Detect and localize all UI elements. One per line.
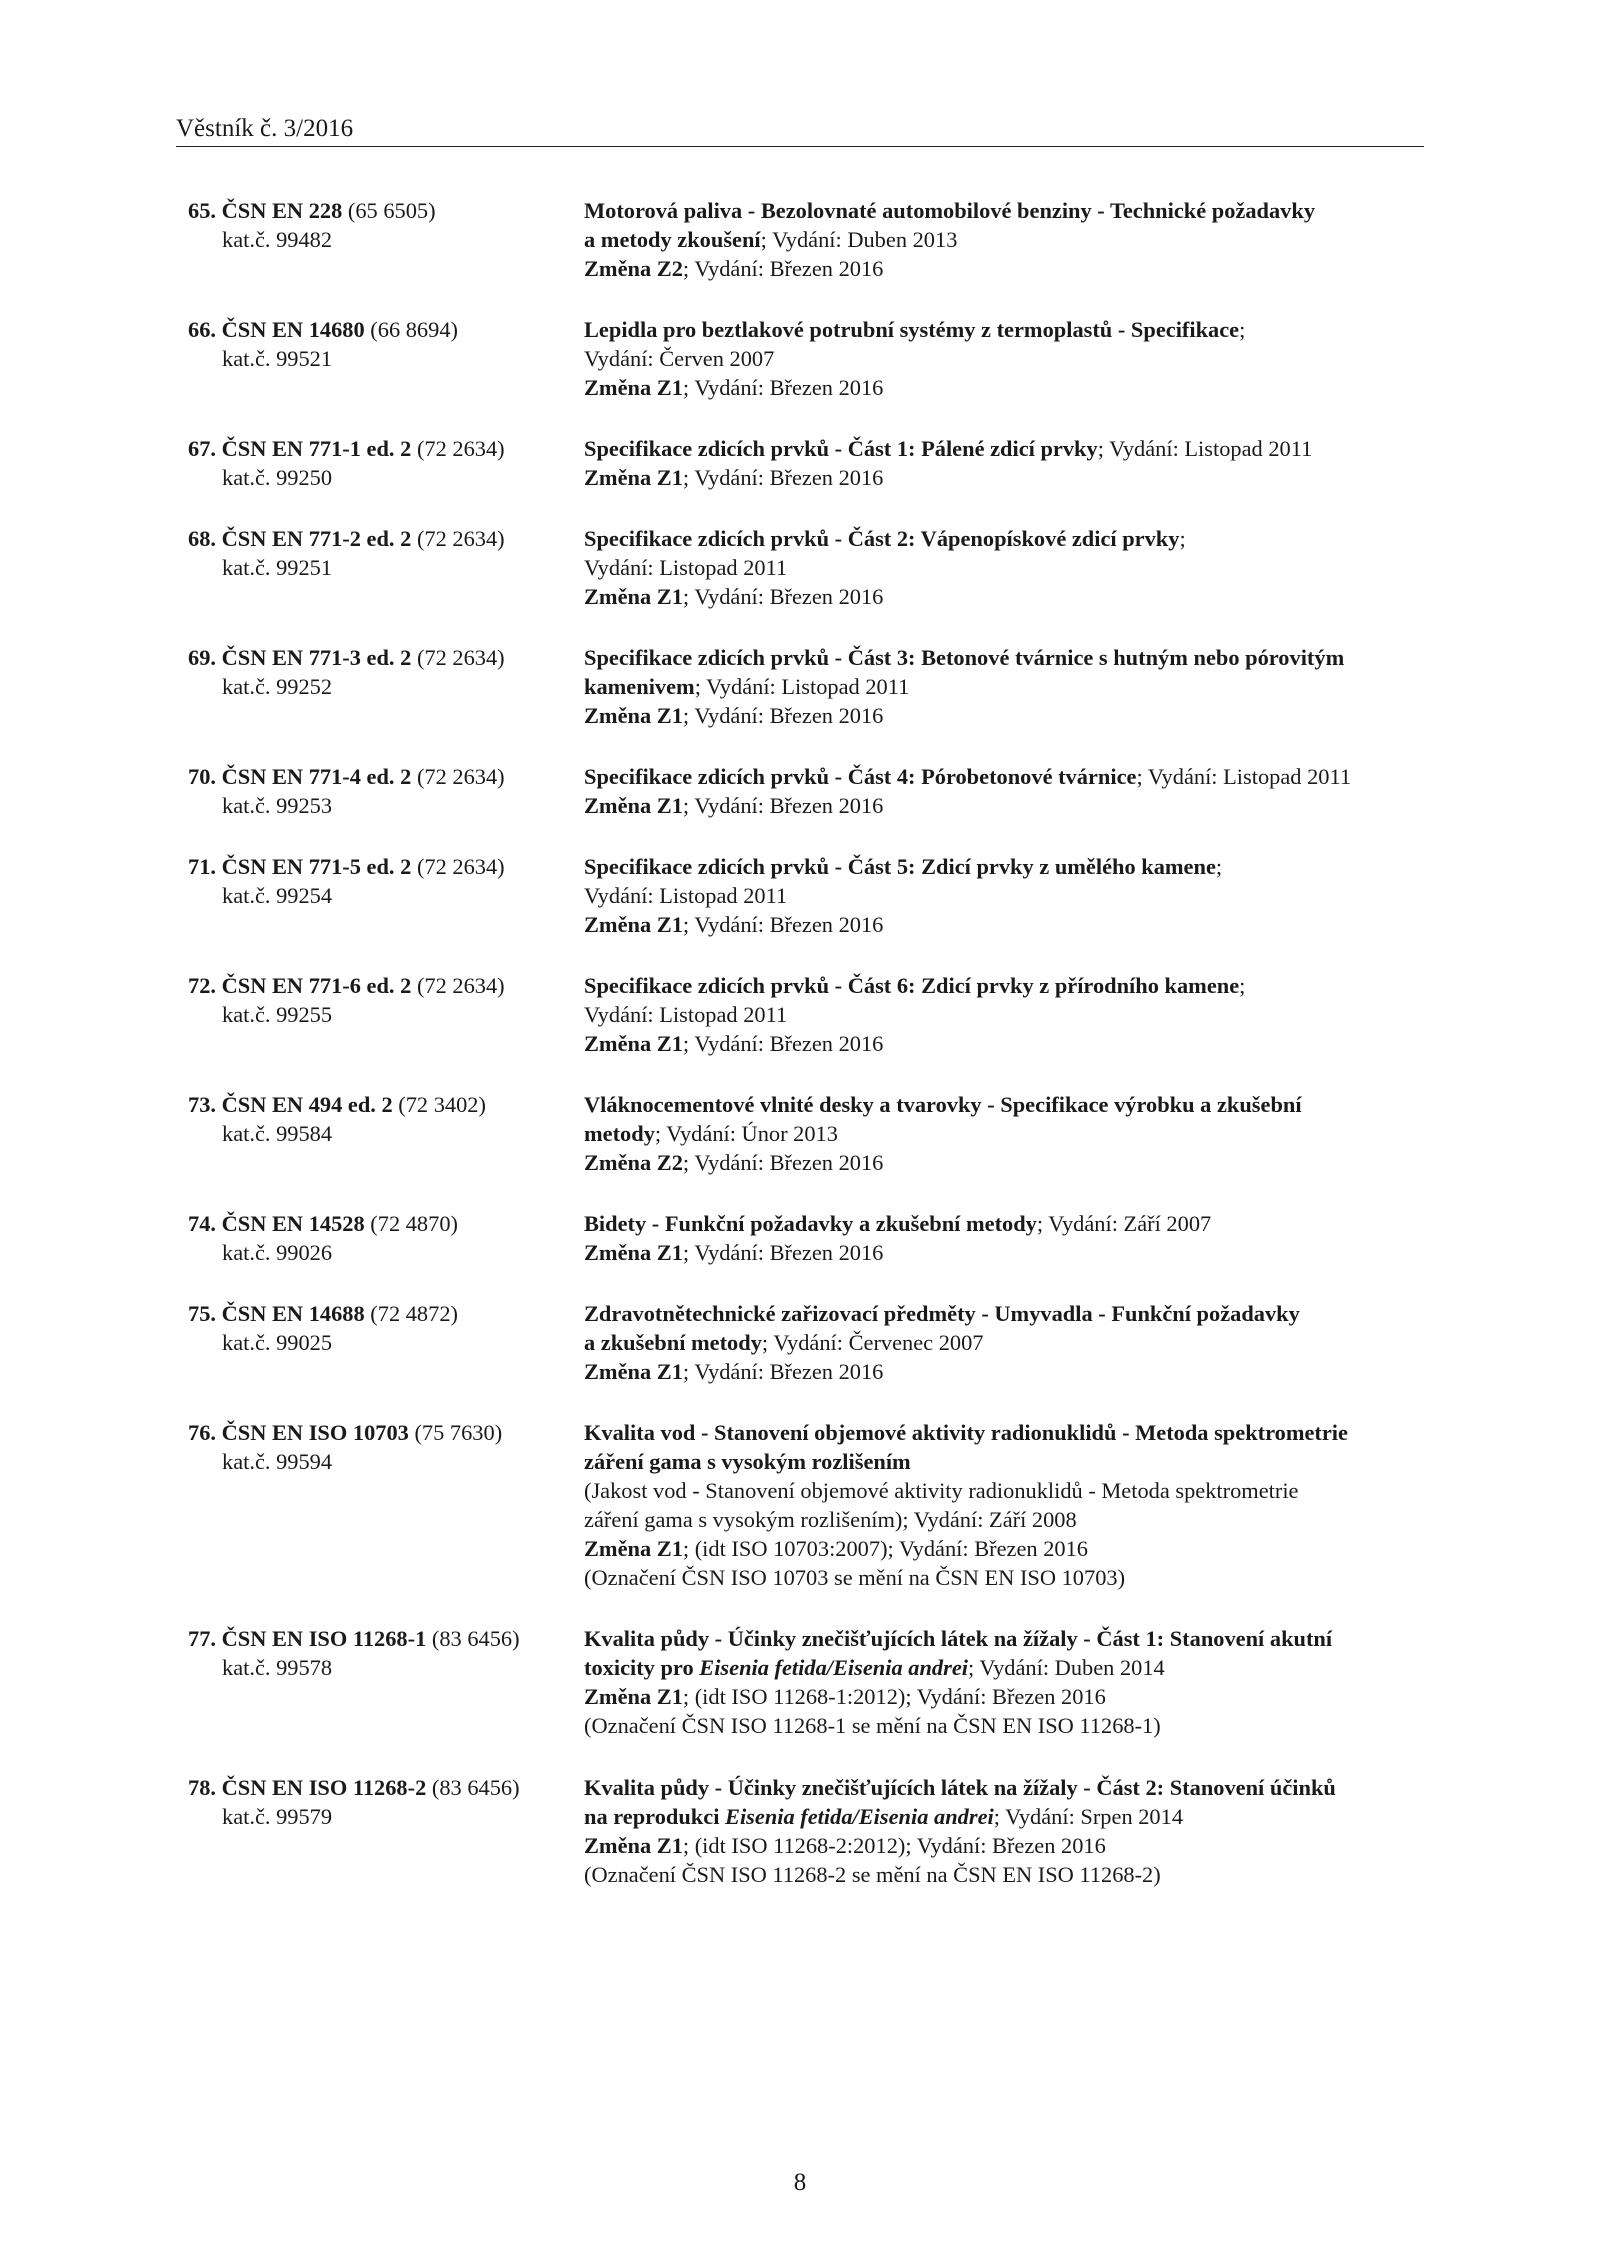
description-segment: Změna Z1 xyxy=(584,465,683,490)
standard-code: ČSN EN 14688 xyxy=(221,1301,365,1326)
description-line xyxy=(584,1802,1428,1831)
description-line xyxy=(584,1447,1428,1476)
publication-title: Věstník č. 3/2016 xyxy=(176,115,354,142)
description-segment: Specifikace zdicích prvků - Část 6: Zdicí prvky z přírodního kamene xyxy=(584,973,1240,998)
description-line xyxy=(584,1328,1428,1357)
description-segment: Lepidla pro beztlakové potrubní systémy z termoplastů - Specifikace xyxy=(584,317,1240,342)
description-segment: ; (idt ISO 11268-1:2012); Vydání: Březen 2016 xyxy=(682,1684,1106,1709)
standard-description xyxy=(584,762,1428,820)
standard-entry xyxy=(188,1624,1428,1740)
description-segment: Kvalita půdy - Účinky znečišťujících látek na žížaly - Část 1: Stanovení akutní xyxy=(584,1626,1333,1651)
entry-number: 77. xyxy=(188,1626,216,1651)
description-segment: ; Vydání: Listopad 2011 xyxy=(694,674,910,699)
standard-description xyxy=(584,971,1428,1058)
description-line xyxy=(584,1000,1428,1029)
description-segment: ; xyxy=(1215,854,1223,879)
description-segment: Motorová paliva - Bezolovnaté automobilové benziny - Technické požadavky xyxy=(584,198,1316,223)
catalog-number: kat.č. 99594 xyxy=(222,1449,333,1474)
standard-description xyxy=(584,1418,1428,1592)
catalog-number: kat.č. 99025 xyxy=(222,1330,333,1355)
description-line xyxy=(584,971,1428,1000)
standard-description xyxy=(584,852,1428,939)
standard-identifier xyxy=(188,762,578,820)
description-segment: ; xyxy=(1179,526,1186,551)
classification-number: (66 8694) xyxy=(370,317,458,342)
standard-entry xyxy=(188,315,1428,402)
standard-code-line xyxy=(188,1773,578,1802)
standard-code-line xyxy=(188,1624,578,1653)
standard-identifier xyxy=(188,196,578,254)
description-line xyxy=(584,1563,1428,1592)
classification-number: (83 6456) xyxy=(431,1626,520,1651)
entry-number: 65. xyxy=(188,198,216,223)
description-segment: Změna Z1 xyxy=(584,1684,683,1709)
standard-code: ČSN EN 771-6 ed. 2 xyxy=(221,973,412,998)
description-line xyxy=(584,582,1428,611)
standard-identifier xyxy=(188,1209,578,1267)
catalog-number: kat.č. 99253 xyxy=(222,793,333,818)
description-line xyxy=(584,1119,1428,1148)
catalog-number: kat.č. 99251 xyxy=(222,555,333,580)
description-segment: Změna Z1 xyxy=(584,793,683,818)
catalog-number: kat.č. 99578 xyxy=(222,1655,333,1680)
catalog-number: kat.č. 99521 xyxy=(222,346,333,371)
description-segment: Specifikace zdicích prvků - Část 5: Zdicí prvky z umělého kamene xyxy=(584,854,1216,879)
entry-number: 72. xyxy=(188,973,216,998)
description-segment: ; xyxy=(1239,317,1246,342)
description-line xyxy=(584,553,1428,582)
classification-number: (65 6505) xyxy=(347,198,436,223)
classification-number: (72 2634) xyxy=(416,973,505,998)
standard-entry xyxy=(188,1090,1428,1177)
standard-entry xyxy=(188,1418,1428,1592)
description-segment: ; Vydání: Březen 2016 xyxy=(682,256,884,281)
classification-number: (72 3402) xyxy=(398,1092,486,1117)
description-segment: (Označení ČSN ISO 10703 se mění na ČSN EN ISO 10703) xyxy=(584,1565,1126,1590)
description-line xyxy=(584,1682,1428,1711)
description-segment: ; Vydání: Březen 2016 xyxy=(682,1240,884,1265)
description-segment: ; Vydání: Březen 2016 xyxy=(682,375,884,400)
page-header xyxy=(176,114,1424,147)
catalog-number: kat.č. 99254 xyxy=(222,883,333,908)
description-segment: Změna Z2 xyxy=(584,256,683,281)
catalog-number: kat.č. 99255 xyxy=(222,1002,333,1027)
classification-number: (72 2634) xyxy=(416,526,505,551)
description-segment: ; Vydání: Duben 2013 xyxy=(760,227,958,252)
description-line xyxy=(584,1624,1428,1653)
description-line xyxy=(584,1090,1428,1119)
classification-number: (75 7630) xyxy=(414,1420,503,1445)
standard-identifier xyxy=(188,1624,578,1682)
entry-number: 71. xyxy=(188,854,216,879)
description-segment: Změna Z1 xyxy=(584,1536,683,1561)
standard-code-line xyxy=(188,1209,578,1238)
description-line xyxy=(584,881,1428,910)
description-segment: ; Vydání: Srpen 2014 xyxy=(993,1804,1184,1829)
description-segment: Specifikace zdicích prvků - Část 1: Pálené zdicí prvky xyxy=(584,436,1098,461)
description-line xyxy=(584,254,1428,283)
standard-code-line xyxy=(188,1299,578,1328)
description-segment: Změna Z2 xyxy=(584,1150,683,1175)
description-line xyxy=(584,1860,1428,1889)
description-segment: Změna Z1 xyxy=(584,1833,683,1858)
classification-number: (72 2634) xyxy=(416,645,505,670)
description-segment: toxicity pro xyxy=(584,1655,700,1680)
standard-entry xyxy=(188,852,1428,939)
description-segment: a metody zkoušení xyxy=(584,227,761,252)
description-segment: na reprodukci xyxy=(584,1804,726,1829)
entry-number: 66. xyxy=(188,317,216,342)
description-segment: Změna Z1 xyxy=(584,1031,683,1056)
description-segment: ; Vydání: Březen 2016 xyxy=(682,1031,884,1056)
description-segment: kamenivem xyxy=(584,674,695,699)
standard-code: ČSN EN ISO 11268-2 xyxy=(221,1775,427,1800)
classification-number: (72 4872) xyxy=(370,1301,458,1326)
description-segment: Změna Z1 xyxy=(584,375,683,400)
catalog-number: kat.č. 99584 xyxy=(222,1121,333,1146)
description-segment: ; (idt ISO 10703:2007); Vydání: Březen 2016 xyxy=(682,1536,1088,1561)
standard-code: ČSN EN 771-2 ed. 2 xyxy=(221,526,412,551)
standard-entry xyxy=(188,1299,1428,1386)
standard-entry xyxy=(188,971,1428,1058)
description-segment: Změna Z1 xyxy=(584,1240,683,1265)
standard-identifier xyxy=(188,643,578,701)
classification-number: (72 2634) xyxy=(416,854,505,879)
description-line xyxy=(584,1148,1428,1177)
standard-entry xyxy=(188,434,1428,492)
description-segment: (Označení ČSN ISO 11268-1 se mění na ČSN EN ISO 11268-1) xyxy=(584,1713,1161,1738)
standard-description xyxy=(584,643,1428,730)
description-segment: Specifikace zdicích prvků - Část 2: Vápenopískové zdicí prvky xyxy=(584,526,1180,551)
entry-number: 67. xyxy=(188,436,216,461)
entry-number: 76. xyxy=(188,1420,216,1445)
standard-entry xyxy=(188,524,1428,611)
standard-code: ČSN EN 771-3 ed. 2 xyxy=(221,645,412,670)
standard-identifier xyxy=(188,1090,578,1148)
standard-code-line xyxy=(188,762,578,791)
catalog-number: kat.č. 99579 xyxy=(222,1804,333,1829)
standard-entry xyxy=(188,643,1428,730)
standard-code-line xyxy=(188,1418,578,1447)
standard-identifier xyxy=(188,434,578,492)
description-segment: ; Vydání: Březen 2016 xyxy=(682,584,884,609)
catalog-number: kat.č. 99252 xyxy=(222,674,333,699)
description-segment: Vydání: Červen 2007 xyxy=(584,346,775,371)
description-segment: Eisenia fetida/Eisenia andrei xyxy=(699,1655,968,1680)
description-line xyxy=(584,1505,1428,1534)
description-line xyxy=(584,524,1428,553)
description-line xyxy=(584,910,1428,939)
description-line xyxy=(584,1418,1428,1447)
classification-number: (72 2634) xyxy=(416,764,505,789)
classification-number: (72 2634) xyxy=(416,436,505,461)
description-segment: a zkušební metody xyxy=(584,1330,762,1355)
description-segment: metody xyxy=(584,1121,655,1146)
description-line xyxy=(584,1773,1428,1802)
description-line xyxy=(584,1534,1428,1563)
description-line xyxy=(584,1357,1428,1386)
standard-code: ČSN EN 771-1 ed. 2 xyxy=(221,436,412,461)
standard-entry xyxy=(188,1773,1428,1889)
description-segment: ; Vydání: Březen 2016 xyxy=(682,465,884,490)
entry-number: 69. xyxy=(188,645,216,670)
description-segment: ; Vydání: Září 2007 xyxy=(1036,1211,1212,1236)
description-segment: záření gama s vysokým rozlišením xyxy=(584,1449,911,1474)
standard-code-line xyxy=(188,1090,578,1119)
classification-number: (83 6456) xyxy=(431,1775,520,1800)
description-segment: Specifikace zdicích prvků - Část 4: Pórobetonové tvárnice xyxy=(584,764,1137,789)
standard-entry xyxy=(188,196,1428,283)
description-segment: Specifikace zdicích prvků - Část 3: Betonové tvárnice s hutným nebo pórovitým xyxy=(584,645,1345,670)
standard-identifier xyxy=(188,1299,578,1357)
description-line xyxy=(584,1299,1428,1328)
description-segment: ; Vydání: Únor 2013 xyxy=(654,1121,838,1146)
standard-code-line xyxy=(188,971,578,1000)
description-line xyxy=(584,434,1428,463)
entry-number: 75. xyxy=(188,1301,216,1326)
description-line xyxy=(584,1029,1428,1058)
description-segment: ; (idt ISO 11268-2:2012); Vydání: Březen 2016 xyxy=(682,1833,1106,1858)
catalog-number: kat.č. 99482 xyxy=(222,227,333,252)
description-line xyxy=(584,463,1428,492)
description-segment: Vydání: Listopad 2011 xyxy=(584,1002,788,1027)
description-segment: ; xyxy=(1239,973,1246,998)
description-line xyxy=(584,373,1428,402)
description-line xyxy=(584,791,1428,820)
description-segment: Změna Z1 xyxy=(584,584,683,609)
standard-identifier xyxy=(188,971,578,1029)
description-segment: záření gama s vysokým rozlišením); Vydání: Září 2008 xyxy=(584,1507,1077,1532)
description-segment: Bidety - Funkční požadavky a zkušební metody xyxy=(584,1211,1037,1236)
catalog-number: kat.č. 99026 xyxy=(222,1240,333,1265)
standard-code-line xyxy=(188,434,578,463)
standard-identifier xyxy=(188,852,578,910)
description-segment: ; Vydání: Listopad 2011 xyxy=(1136,764,1352,789)
description-segment: Změna Z1 xyxy=(584,912,683,937)
description-segment: (Jakost vod - Stanovení objemové aktivity radionuklidů - Metoda spektrometrie xyxy=(584,1478,1299,1503)
standards-list xyxy=(188,196,1428,1889)
standard-code: ČSN EN 14680 xyxy=(221,317,365,342)
description-segment: Kvalita půdy - Účinky znečišťujících látek na žížaly - Část 2: Stanovení účinků xyxy=(584,1775,1336,1800)
description-line xyxy=(584,1653,1428,1682)
description-segment: Eisenia fetida/Eisenia andrei xyxy=(725,1804,994,1829)
standard-description xyxy=(584,1773,1428,1889)
description-line xyxy=(584,643,1428,672)
description-segment: Změna Z1 xyxy=(584,703,683,728)
description-line xyxy=(584,1238,1428,1267)
standard-code-line xyxy=(188,315,578,344)
description-segment: ; Vydání: Březen 2016 xyxy=(682,1359,884,1384)
description-segment: Změna Z1 xyxy=(584,1359,683,1384)
description-segment: ; Vydání: Březen 2016 xyxy=(682,703,884,728)
description-line xyxy=(584,315,1428,344)
description-segment: ; Vydání: Březen 2016 xyxy=(682,1150,884,1175)
standard-code-line xyxy=(188,643,578,672)
standard-description xyxy=(584,1090,1428,1177)
entry-number: 74. xyxy=(188,1211,216,1236)
page-number: 8 xyxy=(793,2169,807,2196)
standard-identifier xyxy=(188,315,578,373)
standard-identifier xyxy=(188,1418,578,1476)
description-line xyxy=(584,344,1428,373)
standard-description xyxy=(584,524,1428,611)
standard-code: ČSN EN 14528 xyxy=(221,1211,365,1236)
description-line xyxy=(584,852,1428,881)
description-segment: Kvalita vod - Stanovení objemové aktivity radionuklidů - Metoda spektrometrie xyxy=(584,1420,1348,1445)
standard-description xyxy=(584,315,1428,402)
description-segment: Vydání: Listopad 2011 xyxy=(584,883,788,908)
standard-description xyxy=(584,1299,1428,1386)
description-line xyxy=(584,196,1428,225)
standard-identifier xyxy=(188,524,578,582)
standard-code: ČSN EN ISO 11268-1 xyxy=(221,1626,427,1651)
standard-description xyxy=(584,196,1428,283)
description-line xyxy=(584,1476,1428,1505)
description-line xyxy=(584,701,1428,730)
entry-number: 68. xyxy=(188,526,216,551)
catalog-number: kat.č. 99250 xyxy=(222,465,333,490)
description-line xyxy=(584,225,1428,254)
standard-description xyxy=(584,1624,1428,1740)
description-segment: Vláknocementové vlnité desky a tvarovky - Specifikace výrobku a zkušební xyxy=(584,1092,1302,1117)
classification-number: (72 4870) xyxy=(370,1211,458,1236)
standard-code-line xyxy=(188,524,578,553)
description-segment: Vydání: Listopad 2011 xyxy=(584,555,788,580)
standard-identifier xyxy=(188,1773,578,1831)
description-line xyxy=(584,1711,1428,1740)
description-segment: ; Vydání: Červenec 2007 xyxy=(761,1330,984,1355)
standard-description xyxy=(584,434,1428,492)
standard-code: ČSN EN 771-4 ed. 2 xyxy=(221,764,412,789)
standard-entry xyxy=(188,1209,1428,1267)
entry-number: 78. xyxy=(188,1775,216,1800)
standard-code-line xyxy=(188,852,578,881)
entry-number: 73. xyxy=(188,1092,216,1117)
standard-code: ČSN EN 771-5 ed. 2 xyxy=(221,854,412,879)
description-segment: Zdravotnětechnické zařizovací předměty - Umyvadla - Funkční požadavky xyxy=(584,1301,1300,1326)
description-segment: ; Vydání: Březen 2016 xyxy=(682,793,884,818)
description-line xyxy=(584,1209,1428,1238)
description-segment: ; Vydání: Březen 2016 xyxy=(682,912,884,937)
description-line xyxy=(584,762,1428,791)
description-line xyxy=(584,672,1428,701)
description-segment: (Označení ČSN ISO 11268-2 se mění na ČSN EN ISO 11268-2) xyxy=(584,1862,1161,1887)
standard-code: ČSN EN 494 ed. 2 xyxy=(221,1092,393,1117)
entry-number: 70. xyxy=(188,764,216,789)
description-segment: ; Vydání: Duben 2014 xyxy=(967,1655,1165,1680)
standard-code-line xyxy=(188,196,578,225)
description-segment: ; Vydání: Listopad 2011 xyxy=(1097,436,1313,461)
standard-description xyxy=(584,1209,1428,1267)
description-line xyxy=(584,1831,1428,1860)
standard-code: ČSN EN ISO 10703 xyxy=(221,1420,409,1445)
standard-code: ČSN EN 228 xyxy=(221,198,343,223)
standard-entry xyxy=(188,762,1428,820)
